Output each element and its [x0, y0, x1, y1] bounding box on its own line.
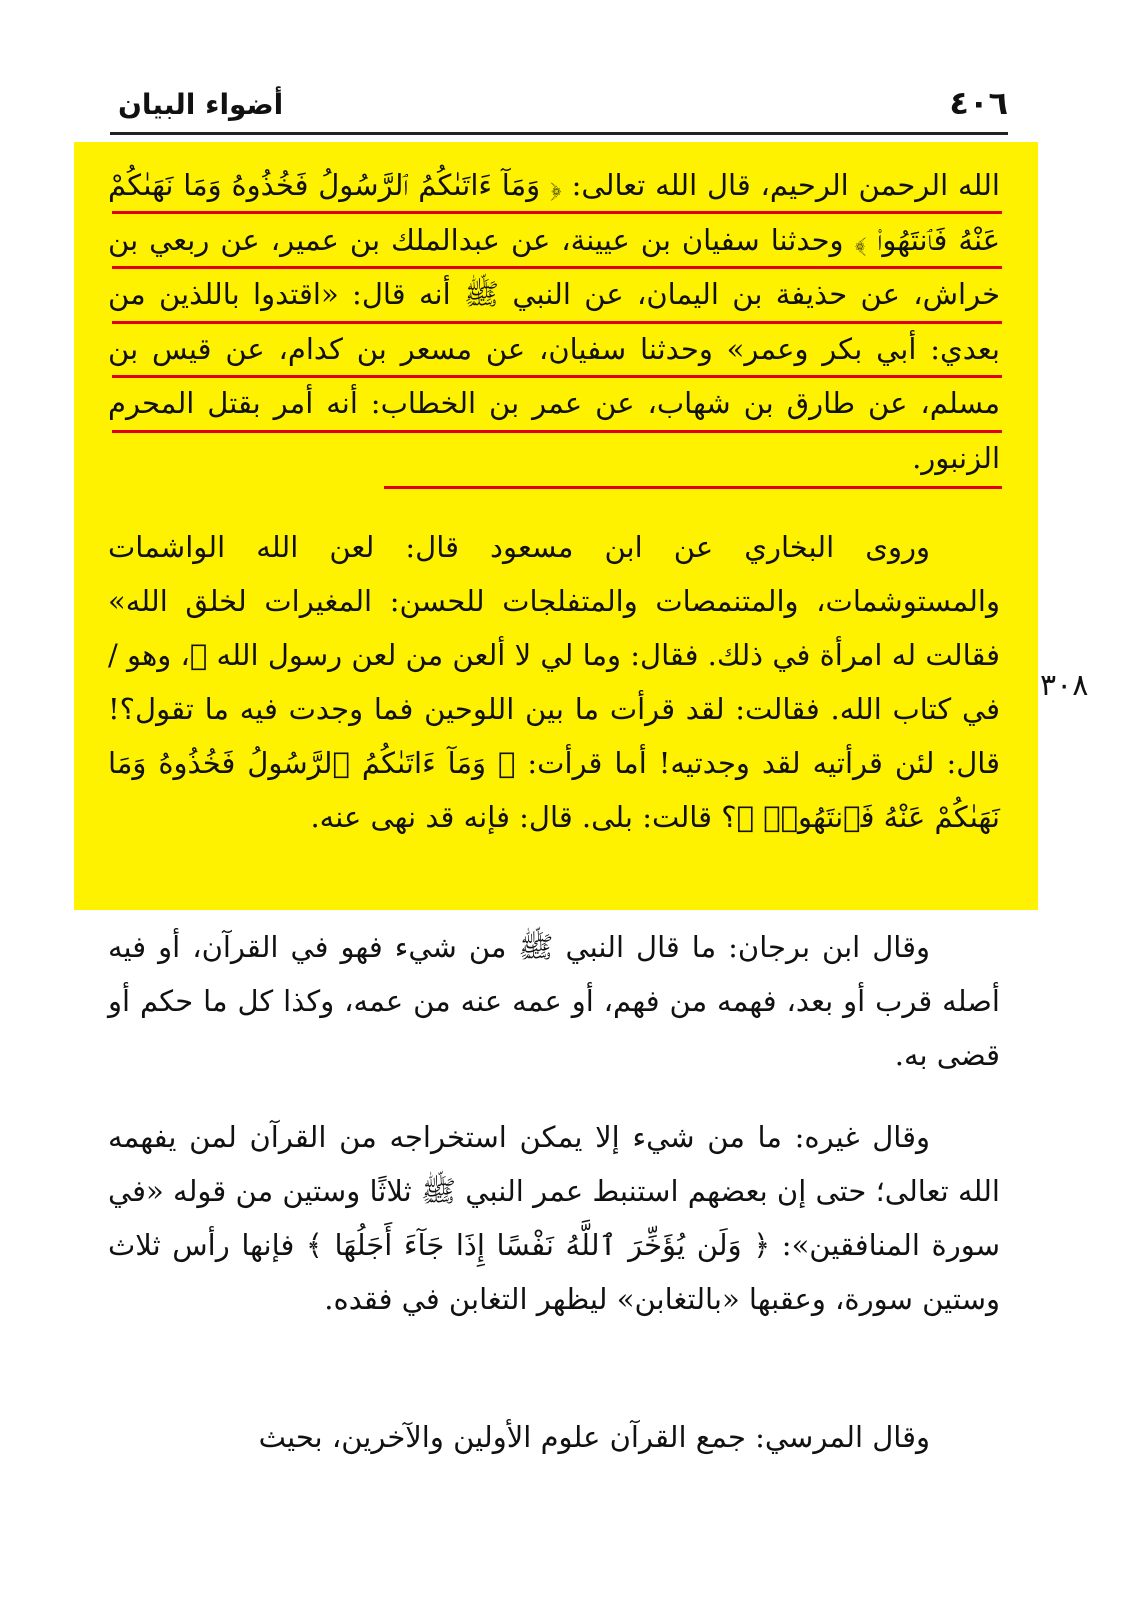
- page-header: [110, 84, 1008, 135]
- ibn-barjan-paragraph: [108, 920, 1000, 1082]
- red-underline: [384, 486, 1002, 489]
- ghayruh-paragraph-text: وقال غيره: ما من شيء إلا يمكن استخراجه من القرآن لمن يفهمه الله تعالى؛ حتى إن بعضهم استنبط عمر النبي ﷺ ثلاثًا وستين من قوله «في سورة المنافقين»: ﴿ وَلَن يُؤَخِّرَ ٱللَّهُ نَفْسًا إِذَا جَآءَ أَجَلُهَا ﴾ فإنها رأس ثلاث وستين سورة، وعقبها «بالتغابن» ليظهر التغابن في فقده.: [108, 1120, 1000, 1316]
- red-underline: [112, 375, 1002, 378]
- ghayruh-paragraph: [108, 1110, 1000, 1326]
- red-underline: [112, 321, 1002, 324]
- mursi-paragraph-text: وقال المرسي: جمع القرآن علوم الأولين والآخرين، بحيث: [258, 1420, 930, 1454]
- red-underline: [112, 266, 1002, 269]
- mursi-paragraph: [108, 1410, 1000, 1464]
- red-underline: [112, 430, 1002, 433]
- page-number: ٤٠٦: [949, 84, 1008, 122]
- ibn-barjan-paragraph-text: وقال ابن برجان: ما قال النبي ﷺ من شيء فهو في القرآن، أو فيه أصله قرب أو بعد، فهمه من فهم، أو عمه عنه من عمه، وكذا كل ما حكم أو قضى به.: [108, 930, 1000, 1072]
- margin-page-reference: ٣٠٨: [1040, 668, 1089, 703]
- quote-paragraph-text: الله الرحمن الرحيم، قال الله تعالى: ﴿ وَمَآ ءَاتَىٰكُمُ ٱلرَّسُولُ فَخُذُوهُ وَمَا نَهَىٰكُمْ عَنْهُ فَٱنتَهُوا۟ ﴾ وحدثنا سفيان بن عيينة، عن عبدالملك بن عمير، عن ربعي بن خراش، عن حذيفة بن اليمان، عن النبي ﷺ أنه قال: «اقتدوا باللذين من بعدي: أبي بكر وعمر» وحدثنا سفيان، عن مسعر بن كدام، عن قيس بن مسلم، عن طارق بن شهاب، عن عمر بن الخطاب: أنه أمر بقتل المحرم الزنبور.: [108, 168, 1001, 475]
- bukhari-paragraph: [108, 520, 1000, 844]
- red-underline: [112, 211, 1002, 214]
- bukhari-paragraph-text: وروى البخاري عن ابن مسعود قال: لعن الله الواشمات والمستوشمات، والمتنمصات والمتفلجات للحسن: المغيرات لخلق الله» فقالت له امرأة في ذلك. فقال: وما لي لا ألعن من لعن رسول الله ﷺ، وهو / في كتاب الله. فقالت: لقد قرأت ما بين اللوحين فما وجدت فيه ما تقول؟! قال: لئن قرأتيه لقد وجدتيه! أما قرأت: ﴿ وَمَآ ءَاتَىٰكُمُ ٱلرَّسُولُ فَخُذُوهُ وَمَا نَهَىٰكُمْ عَنْهُ فَٱنتَهُوا۟ ﴾؟ قالت: بلى. قال: فإنه قد نهى عنه.: [108, 530, 1000, 834]
- book-title: أضواء البيان: [118, 88, 284, 121]
